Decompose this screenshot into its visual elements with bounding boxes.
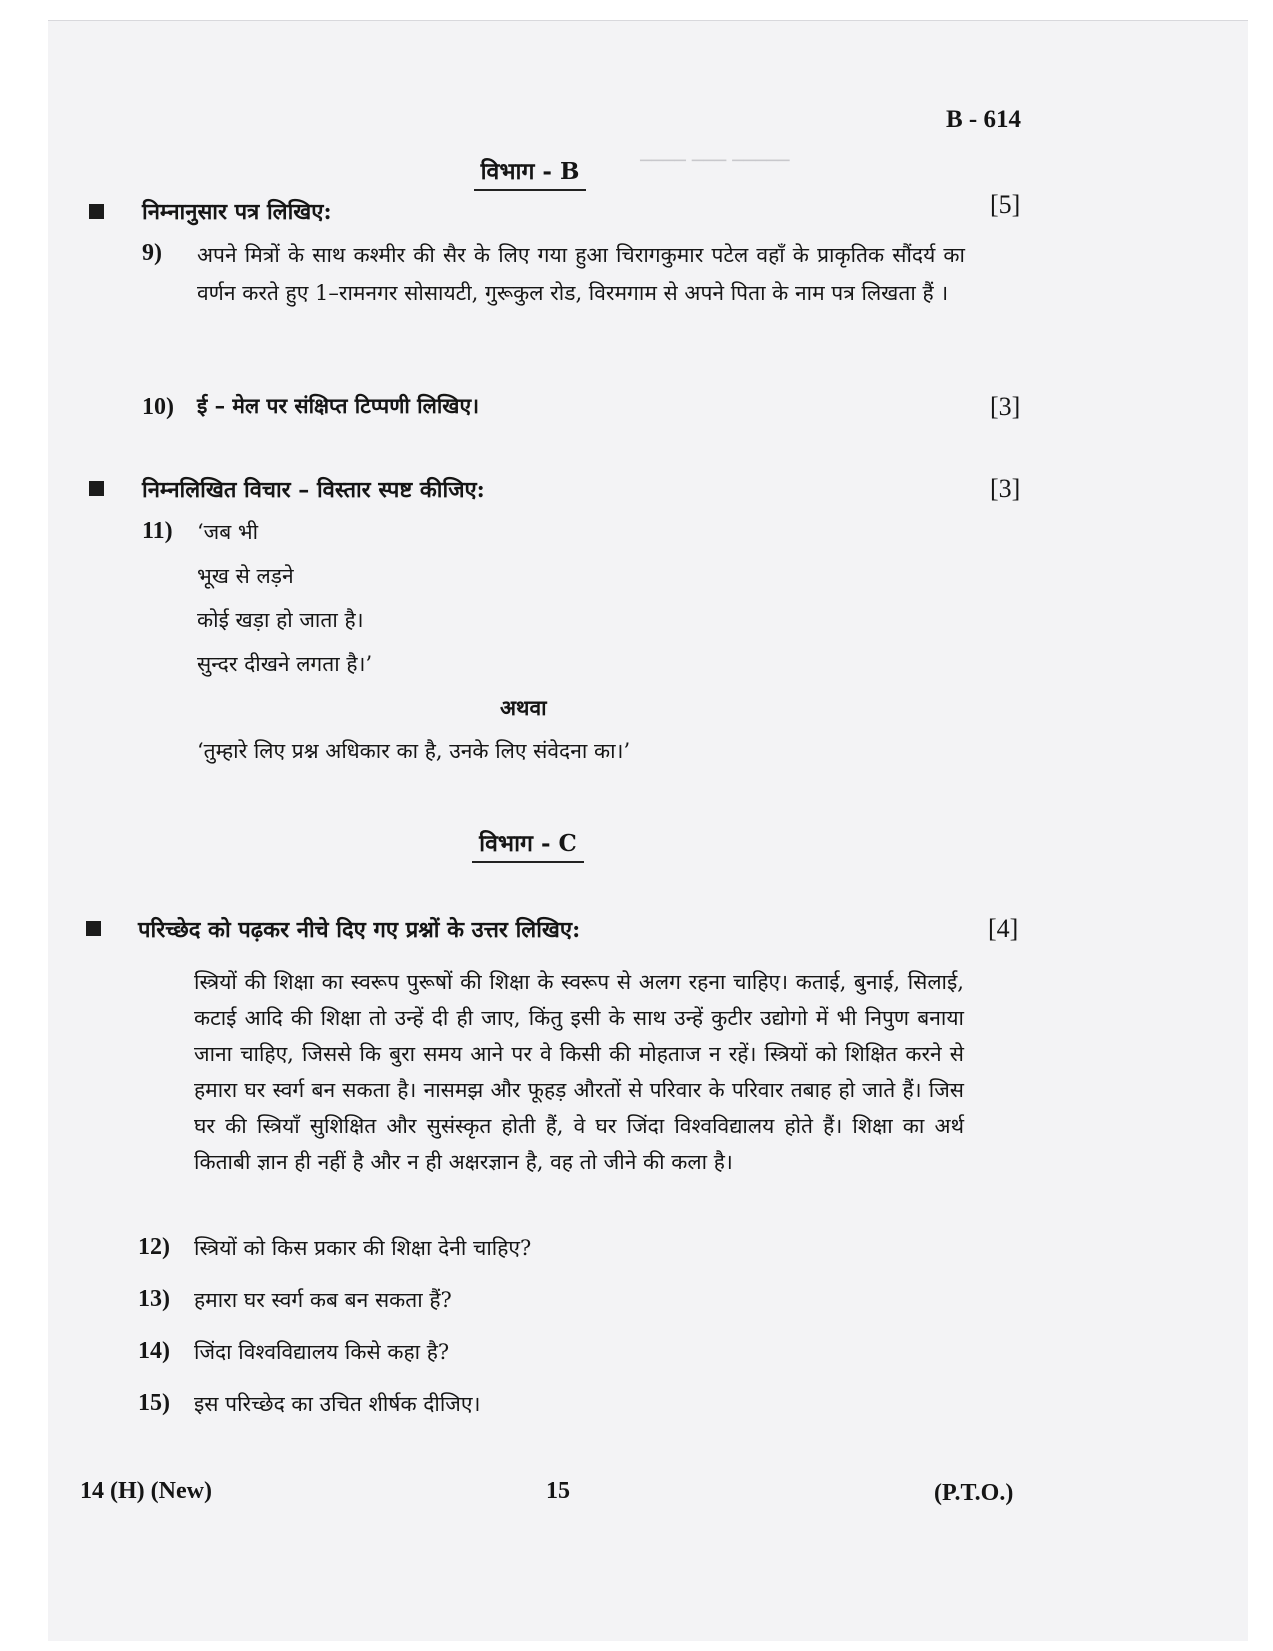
poem-line: कोई खड़ा हो जाता है। [197, 608, 364, 632]
poem-line: सुन्दर दीखने लगता है।’ [197, 652, 373, 676]
show-through-texture: ───── ─── ──── [640, 150, 790, 172]
bullet-icon [89, 204, 104, 219]
question-10-number: 10) [142, 394, 174, 420]
section-b-title: विभाग - B [474, 154, 586, 191]
expansion-marks: [3] [990, 474, 1021, 503]
question-15-text: इस परिच्छेद का उचित शीर्षक दीजिए। [194, 1392, 481, 1416]
question-11-number: 11) [142, 518, 173, 544]
letter-marks: [5] [990, 190, 1021, 219]
question-12-text: स्त्रियों को किस प्रकार की शिक्षा देनी चाहिए? [194, 1236, 532, 1260]
paper-code: B - 614 [946, 106, 1021, 133]
letter-heading: निम्नानुसार पत्र लिखिए: [142, 199, 332, 225]
question-15-number: 15) [138, 1390, 170, 1416]
section-c-title: विभाग - C [472, 826, 584, 863]
comprehension-passage: स्त्रियों की शिक्षा का स्वरूप पुरूषों की शिक्षा के स्वरूप से अलग रहना चाहिए। कताई, बुनाई, सिलाई, कटाई आदि की शिक्षा तो उन्हें दी ही जाए, किंतु इसी के साथ उन्हें कुटीर उद्योगो में भी निपुण बनाया जाना चाहिए, जिससे कि बुरा समय आने पर वे किसी की मोहताज न रहें। स्त्रियों को शिक्षित करने से हमारा घर स्वर्ग बन सकता है। नासमझ और फूहड़ औरतों से परिवार के परिवार तबाह हो जाते हैं। जिस घर की स्त्रियाँ सुशिक्षित और सुसंस्कृत होती हैं, वे घर जिंदा विश्वविद्यालय होते हैं। शिक्षा का अर्थ किताबी ज्ञान ही नहीं है और न ही अक्षरज्ञान है, वह तो जीने की कला है। [194, 970, 964, 1174]
question-14-text: जिंदा विश्वविद्यालय किसे कहा है? [194, 1340, 450, 1364]
bullet-icon [86, 921, 101, 936]
passage-marks: [4] [988, 914, 1019, 943]
question-10-marks: [3] [990, 392, 1021, 421]
poem-line: भूख से लड़ने [197, 564, 294, 588]
question-10-text: ई – मेल पर संक्षिप्त टिप्पणी लिखिए। [197, 393, 480, 418]
poem-line: ‘जब भी [197, 520, 259, 544]
footer-subject-code: 14 (H) (New) [80, 1478, 212, 1504]
passage-heading: परिच्छेद को पढ़कर नीचे दिए गए प्रश्नों के उत्तर लिखिए: [138, 917, 581, 943]
question-11-alternative: ‘तुम्हारे लिए प्रश्न अधिकार का है, उनके लिए संवेदना का।’ [197, 739, 631, 763]
question-9-number: 9) [142, 240, 162, 266]
page-number: 15 [546, 1478, 570, 1504]
question-13-number: 13) [138, 1286, 170, 1312]
question-12-number: 12) [138, 1234, 170, 1260]
question-13-text: हमारा घर स्वर्ग कब बन सकता हैं? [194, 1288, 452, 1312]
bullet-icon [89, 481, 104, 496]
please-turn-over: (P.T.O.) [934, 1480, 1014, 1506]
expansion-heading: निम्नलिखित विचार – विस्तार स्पष्ट कीजिए: [142, 477, 485, 503]
question-14-number: 14) [138, 1338, 170, 1364]
or-label: अथवा [500, 695, 547, 720]
question-9-text: अपने मित्रों के साथ कश्मीर की सैर के लिए गया हुआ चिरागकुमार पटेल वहाँ के प्राकृतिक सौंदर्य का वर्णन करते हुए 1–रामनगर सोसायटी, गुरूकुल रोड, विरमगाम से अपने पिता के नाम पत्र लिखता हैं । [197, 243, 965, 305]
